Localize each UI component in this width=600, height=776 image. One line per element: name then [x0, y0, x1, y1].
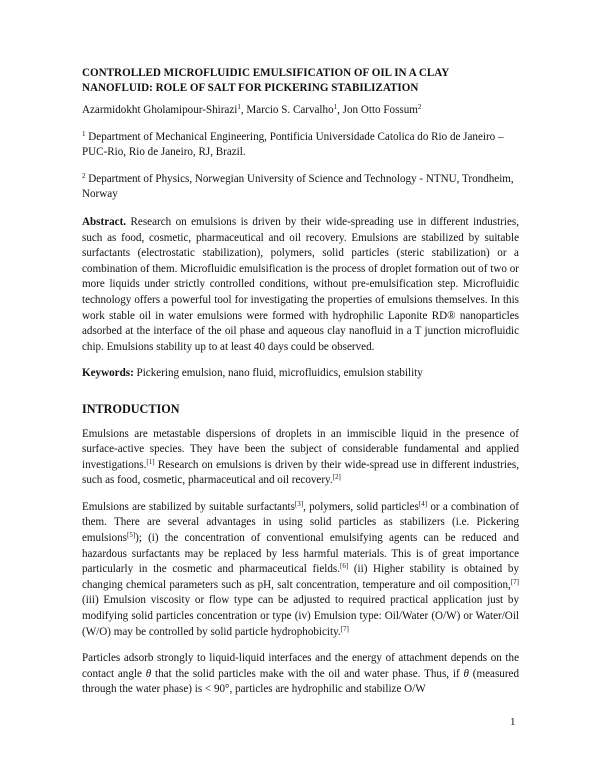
- citation: [5]: [127, 531, 136, 540]
- citation: [6]: [339, 562, 349, 571]
- citation: [7]: [510, 577, 519, 586]
- author-name: Marcio S. Carvalho: [246, 104, 334, 116]
- abstract-label: Abstract.: [82, 215, 127, 228]
- author-affiliation-mark: 2: [417, 103, 422, 111]
- intro-paragraph-1: Emulsions are metastable dispersions of droplets in an immiscible liquid in the presence of surface-active species. They have been the subject of considerable fundamental and applied investigations.[1] Research on emulsions is driven by their wide-spread use in different industries, such as food, cosmetic, pharmaceutical and oil recovery.[2]: [82, 427, 519, 487]
- paper-title: CONTROLLED MICROFLUIDIC EMULSIFICATION OF OIL IN A CLAY NANOFLUID: ROLE OF SALT FOR PICKERING STABILIZATION: [82, 67, 449, 94]
- intro-paragraph-3: Particles adsorb strongly to liquid-liquid interfaces and the energy of attachment depends on the contact angle θ that the solid particles make with the oil and water phase. Thus, if θ (measured through the water phase) is < 90°, particles are hydrophilic and stabilize O/W: [82, 652, 519, 696]
- keywords: [82, 366, 519, 382]
- page-number: 1: [510, 716, 516, 728]
- citation: [2]: [332, 473, 341, 482]
- keywords-label: Keywords:: [82, 367, 134, 380]
- abstract: [82, 215, 519, 355]
- affiliation-2: $^2$ Department of Physics, Norwegian University of Science and Technology - NTNU, Trondheim, Norway: [82, 171, 514, 201]
- author-name: Jon Otto Fossum: [342, 104, 418, 116]
- citation: [3]: [294, 499, 304, 508]
- citation: [1]: [146, 457, 155, 466]
- author-affiliation-mark: 1: [333, 103, 338, 111]
- author-list: Azarmidokht Gholamipour-Shirazi$^1$, Marcio S. Carvalho$^1$, Jon Otto Fossum$^2$: [82, 103, 422, 116]
- section-heading-introduction: INTRODUCTION: [82, 401, 180, 416]
- citation: [7]: [340, 624, 349, 633]
- theta-symbol: θ: [145, 667, 152, 680]
- author-name: Azarmidokht Gholamipour-Shirazi: [82, 104, 238, 116]
- author-affiliation-mark: 1: [237, 103, 241, 111]
- keywords-text: Pickering emulsion, nano fluid, microfluidics, emulsion stability: [133, 367, 423, 380]
- citation: [4]: [418, 499, 428, 508]
- theta-symbol: θ: [463, 667, 469, 680]
- paper-page: [82, 66, 519, 698]
- abstract-text: Research on emulsions is driven by their wide-spreading use in different industries, such as food, cosmetic, pharmaceutical and oil recovery. Emulsions are stabilized by suitable surfactants (electrostatic stabilization), polymers, solid particles (steric stabilization) or a combination of them. Microfluidic emulsification is the process of droplet formation out of two or more liquids under strictly controlled conditions, without pre-emulsification step. Microfluidic technology offers a powerful tool for investigating the properties of emulsions themselves. In this work stable oil in water emulsions were formed with hydrophilic Laponite RD® nanoparticles adsorbed at the interface of the oil phase and aqueous clay nanofluid in a T junction microfluidic chip. Emulsions stability up to at least 40 days could be observed.: [82, 215, 519, 353]
- intro-paragraph-2: Emulsions are stabilized by suitable surfactants[3], polymers, solid particles[4] or a combination of them. There are several advantages in using solid particles as stabilizers (i.e. Pickering emulsions[5]); (i) the concentration of conventional emulsifying agents can be reduced and hazardous surfactants may be replaced by less harmful materials. This is of great importance particularly in the cosmetic and pharmaceutical fields.[6] (ii) Higher stability is obtained by changing chemical parameters such as pH, salt concentration, temperature and oil composition,[7] (iii) Emulsion viscosity or flow type can be adjusted to required practical application just by modifying solid particles concentration or type (iv) Emulsion type: Oil/Water (O/W) or Water/Oil (W/O) may be controlled by solid particle hydrophobicity.[7]: [82, 499, 519, 638]
- affiliation-1: $^1$ Department of Mechanical Engineering, Pontificia Universidade Catolica do Rio de Janeiro – PUC-Rio, Rio de Janeiro, RJ, Brazil.: [82, 129, 504, 159]
